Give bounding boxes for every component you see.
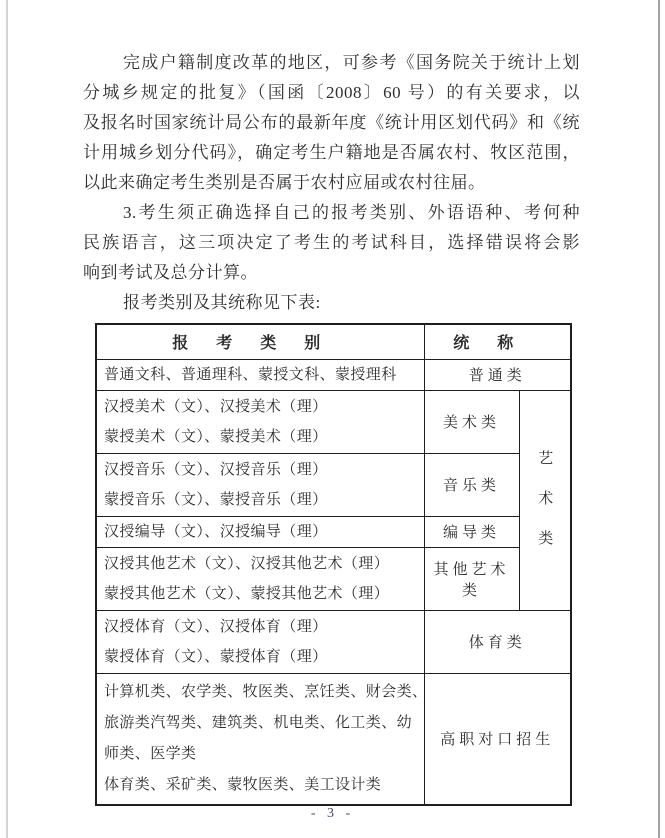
category-cell [96, 453, 424, 516]
scan-edge-left [6, 0, 8, 838]
category-line: 汉授体育（文）、汉授体育（理） [104, 618, 328, 635]
category-line: 师类、医学类 [104, 745, 197, 762]
registration-category-table [95, 323, 572, 806]
category-cell [96, 359, 424, 390]
category-line: 蒙授美术（文）、蒙授美术（理） [104, 428, 328, 445]
table-header-row [96, 324, 571, 359]
document-body-text [83, 48, 580, 318]
unified-name-cell: 其他艺术类 [424, 547, 519, 610]
category-line: 计算机类、农学类、牧医类、烹饪类、财会类、 [104, 683, 428, 700]
art-group-label: 艺术类 [536, 450, 553, 570]
category-cell [96, 390, 424, 453]
table-row-music [96, 453, 571, 516]
category-line: 体育类、采矿类、蒙牧医类、美工设计类 [104, 776, 382, 793]
table-intro-text: 报考类别及其统称见下表: [123, 293, 321, 312]
unified-name-cell: 普通类 [424, 359, 571, 390]
category-cell [96, 516, 424, 547]
category-line: 汉授美术（文）、汉授美术（理） [104, 398, 328, 415]
category-line: 旅游类汽驾类、建筑类、机电类、化工类、幼 [104, 714, 413, 731]
category-line: 汉授编导（文）、汉授编导（理） [104, 523, 328, 540]
category-line: 汉授音乐（文）、汉授音乐（理） [104, 461, 328, 478]
table-row-fine-arts [96, 390, 571, 453]
category-line: 汉授其他艺术（文）、汉授其他艺术（理） [104, 555, 390, 572]
art-group-cell [519, 390, 571, 610]
unified-name-cell: 音乐类 [424, 453, 519, 516]
table-row-directing [96, 516, 571, 547]
header-category: 报考类别 [96, 324, 424, 359]
unified-name-cell: 编导类 [424, 516, 519, 547]
table-row-sports [96, 610, 571, 673]
paragraph2-line: 响到考试及总分计算。 [83, 263, 258, 282]
header-unified-name: 统称 [424, 324, 571, 359]
category-line: 蒙授体育（文）、蒙授体育（理） [104, 648, 328, 665]
category-cell [96, 547, 424, 610]
paragraph1-line: 完成户籍制度改革的地区，可参考《国务院关于统计上划 [123, 53, 580, 72]
paragraph1-line: 以此来确定考生类别是否属于农村应届或农村往届。 [83, 173, 486, 192]
category-line: 蒙授其他艺术（文）、蒙授其他艺术（理） [104, 585, 390, 602]
scan-edge-right [658, 0, 660, 838]
category-line: 普通文科、普通理科、蒙授文科、蒙授理科 [104, 366, 397, 383]
table-row-general [96, 359, 571, 390]
table-row-vocational [96, 673, 571, 805]
paragraph2-line: 3.考生须正确选择自己的报考类别、外语语种、考何种 [123, 203, 580, 222]
unified-name-cell: 高职对口招生 [424, 673, 571, 805]
paragraph1-line: 计用城乡划分代码》，确定考生户籍地是否属农村、牧区范围， [83, 143, 580, 162]
category-cell [96, 610, 424, 673]
page-number: - 3 - [310, 806, 355, 821]
unified-name-cell: 体育类 [424, 610, 571, 673]
paragraph2-line: 民族语言，这三项决定了考生的考试科目，选择错误将会影 [83, 233, 580, 252]
paragraph1-line: 分城乡规定的批复》（国函〔2008〕60 号）的有关要求，以 [83, 83, 580, 102]
unified-name-cell: 美术类 [424, 390, 519, 453]
paragraph1-line: 及报名时国家统计局公布的最新年度《统计用区划代码》和《统 [83, 113, 580, 132]
category-line: 蒙授音乐（文）、蒙授音乐（理） [104, 491, 328, 508]
category-cell [96, 673, 428, 805]
table-row-other-arts [96, 547, 571, 610]
